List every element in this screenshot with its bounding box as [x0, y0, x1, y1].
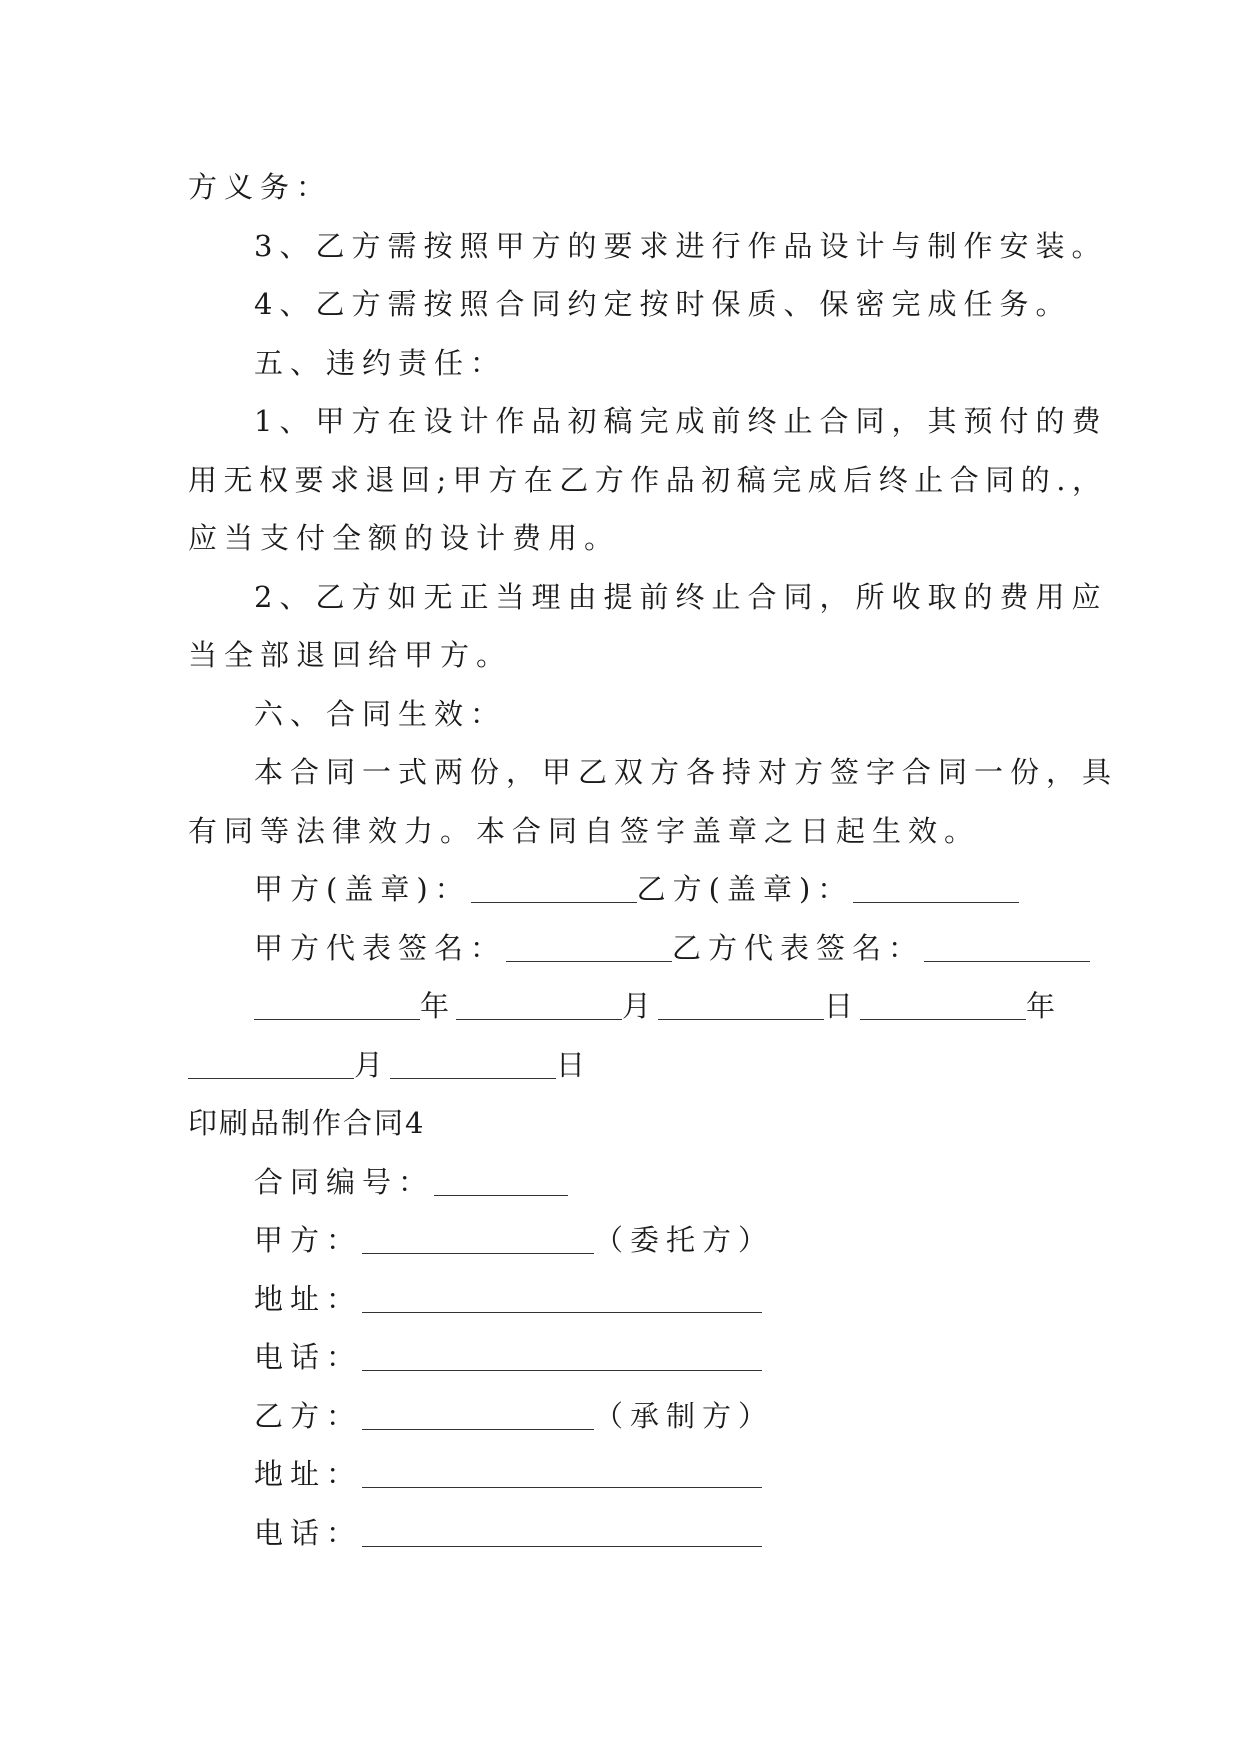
party-a-row — [188, 1211, 1058, 1270]
year-blank-a[interactable] — [254, 990, 420, 1020]
document-page — [188, 158, 1119, 1562]
party-a-phone-row — [188, 1328, 1058, 1387]
date-row-2 — [188, 1036, 1058, 1095]
address-label: 地址： — [254, 1281, 363, 1316]
representative-row — [188, 919, 1058, 978]
contract-number-label: 合同编号： — [254, 1164, 435, 1199]
text-line: 有同等法律效力。本合同自签字盖章之日起生效。 — [188, 813, 981, 848]
contract-number-blank[interactable] — [434, 1166, 568, 1196]
seal-row — [188, 860, 1058, 919]
party-a-seal-blank[interactable] — [471, 873, 637, 903]
phone-label: 电话： — [254, 1515, 363, 1550]
party-b-name-blank[interactable] — [362, 1400, 594, 1430]
party-b-seal-label: 乙方(盖章)： — [636, 872, 854, 906]
text-line: 用无权要求退回;甲方在乙方作品初稿完成后终止合同的.， — [188, 462, 1108, 497]
party-b-rep-label: 乙方代表签名： — [672, 930, 925, 965]
party-a-address-blank[interactable] — [362, 1283, 762, 1313]
party-b-role: （承制方） — [594, 1398, 775, 1433]
day-blank-a[interactable] — [658, 990, 824, 1020]
address-label: 地址： — [254, 1457, 363, 1491]
contract-number-row — [188, 1153, 1058, 1212]
party-a-role: （委托方） — [594, 1223, 775, 1257]
party-b-seal-blank[interactable] — [853, 873, 1019, 903]
month-label: 月 — [354, 1047, 391, 1082]
party-b-phone-blank[interactable] — [362, 1517, 762, 1547]
month-blank-a[interactable] — [456, 990, 622, 1020]
text-line: 当全部退回给甲方。 — [188, 638, 513, 672]
month-label: 月 — [622, 989, 659, 1023]
breach-clause-2: 2、乙方如无正当理由提前终止合同，所收取的费用应 — [254, 579, 1108, 614]
section-heading-effect: 六、合同生效： — [254, 696, 507, 731]
day-label: 日 — [824, 989, 861, 1023]
day-label: 日 — [556, 1047, 593, 1082]
month-blank-b[interactable] — [188, 1049, 354, 1079]
party-b-rep-blank[interactable] — [924, 932, 1090, 962]
party-a-address-row — [188, 1270, 1058, 1329]
party-a-name-blank[interactable] — [362, 1224, 594, 1254]
phone-label: 电话： — [254, 1340, 363, 1374]
year-blank-b[interactable] — [860, 990, 1026, 1020]
year-label: 年 — [420, 989, 457, 1023]
effect-clause: 本合同一式两份，甲乙双方各持对方签字合同一份，具 — [254, 755, 1119, 789]
party-b-row — [188, 1387, 1058, 1446]
text-line: 应当支付全额的设计费用。 — [188, 521, 621, 555]
party-b-address-blank[interactable] — [362, 1458, 762, 1488]
party-b-label: 乙方： — [254, 1398, 363, 1433]
section-heading-breach: 五、违约责任： — [254, 345, 507, 380]
party-b-phone-row — [188, 1504, 1058, 1563]
party-a-seal-label: 甲方(盖章)： — [254, 872, 471, 906]
date-row-1 — [188, 977, 1063, 1036]
party-b-address-row — [188, 1445, 1058, 1504]
text-line: 方义务： — [188, 170, 333, 204]
party-a-rep-label: 甲方代表签名： — [254, 930, 507, 965]
party-a-phone-blank[interactable] — [362, 1341, 762, 1371]
clause-3: 3、乙方需按照甲方的要求进行作品设计与制作安装。 — [254, 228, 1108, 263]
party-a-rep-blank[interactable] — [506, 932, 672, 962]
contract-4-title: 印刷品制作合同4 — [188, 1106, 426, 1140]
party-a-label: 甲方： — [254, 1223, 363, 1257]
year-label: 年 — [1026, 989, 1063, 1023]
day-blank-b[interactable] — [390, 1049, 556, 1079]
breach-clause-1: 1、甲方在设计作品初稿完成前终止合同，其预付的费 — [254, 404, 1108, 438]
clause-4: 4、乙方需按照合同约定按时保质、保密完成任务。 — [254, 287, 1072, 321]
